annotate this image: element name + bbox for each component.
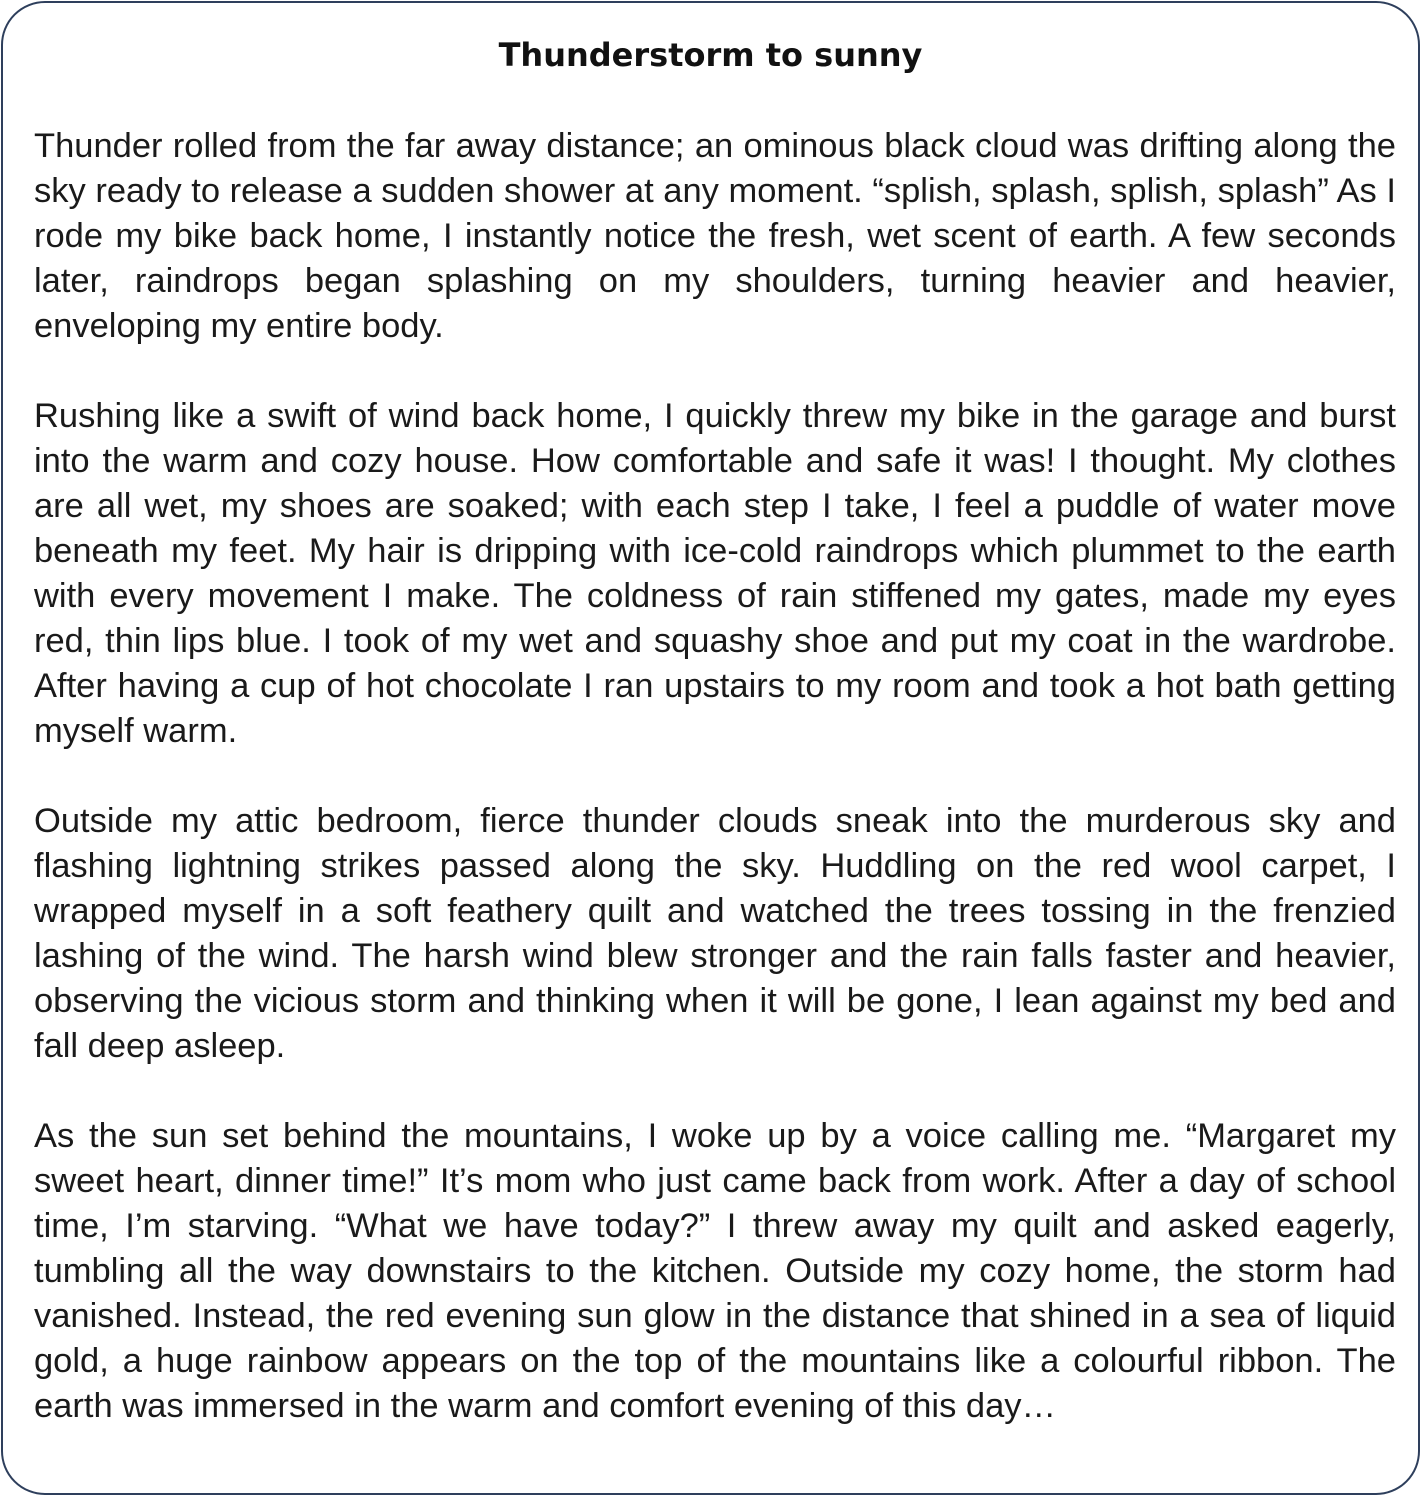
- paragraph-3: Outside my attic bedroom, fierce thunder clouds sneak into the murderous sky and flashing lightning strikes passed along the sky. Huddling on the red wool carpet, I wrapped myself in a soft feathery quilt and watched the trees tossing in the frenzied lashing of the wind. The harsh wind blew stronger and the rain falls faster and heavier, observing the vicious storm and thinking when it will be gone, I lean against my bed and fall deep asleep.: [34, 802, 1396, 1065]
- paragraph-2: Rushing like a swift of wind back home, I quickly threw my bike in the garage and burst into the warm and cozy house. How comfortable and safe it was! I thought. My clothes are all wet, my shoes are soaked; with each step I take, I feel a puddle of water move beneath my feet. My hair is dripping with ice-cold raindrops which plummet to the earth with every movement I make. The coldness of rain stiffened my gates, made my eyes red, thin lips blue. I took of my wet and squashy shoe and put my coat in the wardrobe. After having a cup of hot chocolate I ran upstairs to my room and took a hot bath getting myself warm.: [34, 397, 1396, 750]
- story-body: [34, 124, 1396, 1429]
- paragraph-4: As the sun set behind the mountains, I woke up by a voice calling me. “Margaret my sweet heart, dinner time!” It’s mom who just came back from work. After a day of school time, I’m starving. “What we have today?” I threw away my quilt and asked eagerly, tumbling all the way downstairs to the kitchen. Outside my cozy home, the storm had vanished. Instead, the red evening sun glow in the distance that shined in a sea of liquid gold, a huge rainbow appears on the top of the mountains like a colourful ribbon. The earth was immersed in the warm and comfort evening of this day…: [34, 1117, 1396, 1425]
- paragraph-1: Thunder rolled from the far away distance; an ominous black cloud was drifting along the sky ready to release a sudden shower at any moment. “splish, splash, splish, splash” As I rode my bike back home, I instantly notice the fresh, wet scent of earth. A few seconds later, raindrops began splashing on my shoulders, turning heavier and heavier, enveloping my entire body.: [34, 127, 1396, 345]
- story-frame: [1, 1, 1420, 1495]
- story-title: Thunderstorm to sunny: [498, 36, 923, 74]
